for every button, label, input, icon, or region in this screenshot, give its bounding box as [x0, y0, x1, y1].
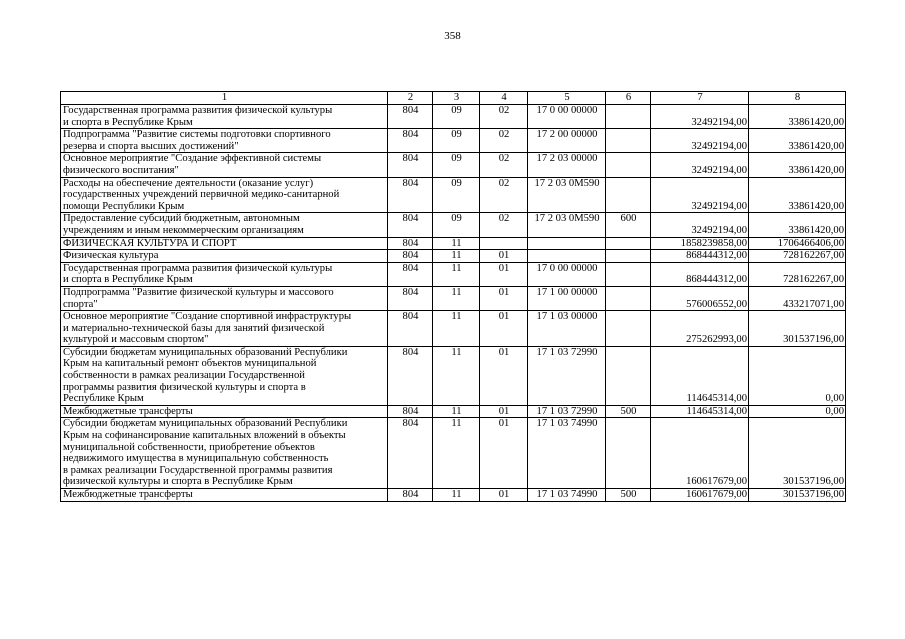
amount-year2-cell: 33861420,00 — [749, 105, 846, 129]
expense-type-cell — [606, 129, 651, 153]
amount-year2-cell: 0,00 — [749, 405, 846, 418]
table-row — [61, 418, 846, 489]
target-article-cell: 17 1 03 74990 — [528, 489, 606, 502]
subsection-code-cell: 01 — [480, 262, 528, 286]
amount-year2-cell: 728162267,00 — [749, 250, 846, 263]
amount-year1-cell: 32492194,00 — [651, 153, 749, 177]
target-article-cell: 17 2 00 00000 — [528, 129, 606, 153]
table-row — [61, 286, 846, 310]
ministry-code-cell: 804 — [388, 237, 433, 250]
table-row — [61, 262, 846, 286]
target-article-cell: 17 2 03 0М590 — [528, 177, 606, 213]
ministry-code-cell: 804 — [388, 129, 433, 153]
subsection-code-cell: 01 — [480, 311, 528, 347]
row-name-line: Субсидии бюджетам муниципальных образований Республики — [63, 346, 348, 358]
row-name-cell — [61, 489, 388, 502]
subsection-code-cell: 01 — [480, 286, 528, 310]
ministry-code-cell: 804 — [388, 153, 433, 177]
subsection-code-cell: 02 — [480, 153, 528, 177]
expense-type-cell — [606, 250, 651, 263]
section-code-cell: 11 — [433, 489, 480, 502]
subsection-code-cell: 01 — [480, 489, 528, 502]
header-cell: 3 — [433, 92, 480, 105]
row-name-line: культурой и массовым спортом" — [63, 334, 209, 346]
row-name-line: и спорта в Республике Крым — [63, 116, 193, 128]
header-cell: 6 — [606, 92, 651, 105]
section-code-cell: 09 — [433, 129, 480, 153]
table-body — [61, 105, 846, 502]
row-name-line: Основное мероприятие "Создание спортивной инфраструктуры — [63, 311, 352, 323]
row-name-cell — [61, 405, 388, 418]
row-name-line: Крым на софинансирование капитальных вложений в объекты — [63, 430, 346, 442]
amount-year1-cell: 275262993,00 — [651, 311, 749, 347]
page-number: 358 — [444, 30, 461, 42]
expense-type-cell: 600 — [606, 213, 651, 237]
ministry-code-cell: 804 — [388, 346, 433, 405]
table-row — [61, 311, 846, 347]
table-header-row — [61, 92, 846, 105]
target-article-cell: 17 1 03 72990 — [528, 405, 606, 418]
target-article-cell: 17 1 00 00000 — [528, 286, 606, 310]
section-code-cell: 11 — [433, 286, 480, 310]
amount-year2-cell: 301537196,00 — [749, 311, 846, 347]
table-row — [61, 237, 846, 250]
amount-year2-cell: 728162267,00 — [749, 262, 846, 286]
ministry-code-cell: 804 — [388, 405, 433, 418]
table-row — [61, 250, 846, 263]
subsection-code-cell — [480, 237, 528, 250]
amount-year2-cell: 0,00 — [749, 346, 846, 405]
header-cell: 2 — [388, 92, 433, 105]
row-name-cell — [61, 346, 388, 405]
row-name-line: Подпрограмма "Развитие физической культуры и массового — [63, 286, 334, 298]
expense-type-cell — [606, 237, 651, 250]
table-row — [61, 105, 846, 129]
subsection-code-cell: 02 — [480, 129, 528, 153]
amount-year2-cell: 1706466406,00 — [749, 237, 846, 250]
expense-type-cell — [606, 177, 651, 213]
row-name-line: муниципальной собственности, приобретение объектов — [63, 441, 315, 453]
section-code-cell: 11 — [433, 346, 480, 405]
section-code-cell: 11 — [433, 262, 480, 286]
amount-year2-cell: 33861420,00 — [749, 153, 846, 177]
row-name-line: Крым на капитальный ремонт объектов муниципальной — [63, 358, 317, 370]
ministry-code-cell: 804 — [388, 262, 433, 286]
row-name-line: физического воспитания" — [63, 164, 179, 176]
section-code-cell: 11 — [433, 418, 480, 489]
row-name-line: Государственная программа развития физической культуры — [63, 262, 333, 274]
row-name-line: ФИЗИЧЕСКАЯ КУЛЬТУРА И СПОРТ — [63, 237, 237, 249]
amount-year2-cell: 33861420,00 — [749, 213, 846, 237]
subsection-code-cell: 02 — [480, 177, 528, 213]
ministry-code-cell: 804 — [388, 213, 433, 237]
target-article-cell: 17 0 00 00000 — [528, 262, 606, 286]
amount-year1-cell: 114645314,00 — [651, 346, 749, 405]
header-cell: 5 — [528, 92, 606, 105]
amount-year2-cell: 433217071,00 — [749, 286, 846, 310]
expense-type-cell — [606, 262, 651, 286]
amount-year1-cell: 576006552,00 — [651, 286, 749, 310]
row-name-line: недвижимого имущества в муниципальную собственность — [63, 453, 329, 465]
amount-year2-cell: 301537196,00 — [749, 418, 846, 489]
row-name-line: спорта" — [63, 298, 98, 310]
row-name-line: Основное мероприятие "Создание эффективной системы — [63, 153, 322, 165]
row-name-line: и спорта в Республике Крым — [63, 274, 193, 286]
amount-year1-cell: 868444312,00 — [651, 250, 749, 263]
row-name-cell — [61, 418, 388, 489]
subsection-code-cell: 01 — [480, 405, 528, 418]
section-code-cell: 09 — [433, 105, 480, 129]
amount-year1-cell: 160617679,00 — [651, 418, 749, 489]
section-code-cell: 09 — [433, 213, 480, 237]
amount-year2-cell: 33861420,00 — [749, 177, 846, 213]
row-name-line: Подпрограмма "Развитие системы подготовки спортивного — [63, 129, 331, 141]
row-name-cell — [61, 262, 388, 286]
expense-type-cell — [606, 105, 651, 129]
section-code-cell: 09 — [433, 177, 480, 213]
row-name-cell — [61, 250, 388, 263]
row-name-cell — [61, 311, 388, 347]
target-article-cell: 17 0 00 00000 — [528, 105, 606, 129]
amount-year2-cell: 301537196,00 — [749, 489, 846, 502]
section-code-cell: 09 — [433, 153, 480, 177]
table-row — [61, 153, 846, 177]
row-name-line: Межбюджетные трансферты — [63, 489, 193, 500]
ministry-code-cell: 804 — [388, 286, 433, 310]
expense-type-cell — [606, 153, 651, 177]
amount-year1-cell: 868444312,00 — [651, 262, 749, 286]
subsection-code-cell: 02 — [480, 213, 528, 237]
amount-year1-cell: 32492194,00 — [651, 177, 749, 213]
row-name-line: собственности в рамках реализации Государственной — [63, 370, 305, 382]
row-name-cell — [61, 129, 388, 153]
section-code-cell: 11 — [433, 311, 480, 347]
ministry-code-cell: 804 — [388, 250, 433, 263]
target-article-cell: 17 1 03 00000 — [528, 311, 606, 347]
row-name-cell — [61, 213, 388, 237]
ministry-code-cell: 804 — [388, 105, 433, 129]
ministry-code-cell: 804 — [388, 177, 433, 213]
target-article-cell: 17 2 03 0М590 — [528, 213, 606, 237]
section-code-cell: 11 — [433, 237, 480, 250]
target-article-cell: 17 2 03 00000 — [528, 153, 606, 177]
table-row — [61, 177, 846, 213]
row-name-line: Государственная программа развития физической культуры — [63, 105, 333, 116]
amount-year1-cell: 32492194,00 — [651, 105, 749, 129]
table-row — [61, 346, 846, 405]
section-code-cell: 11 — [433, 250, 480, 263]
row-name-cell — [61, 105, 388, 129]
row-name-line: учреждениям и иным некоммерческим организациям — [63, 224, 304, 236]
row-name-line: Предоставление субсидий бюджетным, автономным — [63, 213, 300, 225]
table-row — [61, 405, 846, 418]
target-article-cell — [528, 237, 606, 250]
amount-year1-cell: 114645314,00 — [651, 405, 749, 418]
row-name-line: Межбюджетные трансферты — [63, 405, 193, 417]
row-name-line: Республике Крым — [63, 393, 144, 405]
row-name-line: Физическая культура — [63, 250, 159, 262]
ministry-code-cell: 804 — [388, 489, 433, 502]
header-cell: 8 — [749, 92, 846, 105]
subsection-code-cell: 01 — [480, 250, 528, 263]
row-name-cell — [61, 237, 388, 250]
row-name-line: и материально-технической базы для занятий физической — [63, 322, 325, 334]
header-cell: 7 — [651, 92, 749, 105]
ministry-code-cell: 804 — [388, 418, 433, 489]
amount-year1-cell: 1858239858,00 — [651, 237, 749, 250]
expense-type-cell: 500 — [606, 405, 651, 418]
row-name-line: государственных учреждений первичной медико-санитарной — [63, 189, 340, 201]
subsection-code-cell: 02 — [480, 105, 528, 129]
amount-year1-cell: 32492194,00 — [651, 129, 749, 153]
row-name-line: программы развития физической культуры и спорта в — [63, 381, 306, 393]
table-row — [61, 213, 846, 237]
expense-type-cell — [606, 311, 651, 347]
subsection-code-cell: 01 — [480, 418, 528, 489]
header-cell: 4 — [480, 92, 528, 105]
ministry-code-cell: 804 — [388, 311, 433, 347]
budget-table — [60, 91, 846, 502]
expense-type-cell — [606, 286, 651, 310]
amount-year2-cell: 33861420,00 — [749, 129, 846, 153]
row-name-line: физической культуры и спорта в Республике Крым — [63, 476, 293, 488]
target-article-cell: 17 1 03 74990 — [528, 418, 606, 489]
expense-type-cell: 500 — [606, 489, 651, 502]
row-name-line: Субсидии бюджетам муниципальных образований Республики — [63, 418, 348, 430]
expense-type-cell — [606, 418, 651, 489]
row-name-cell — [61, 286, 388, 310]
amount-year1-cell: 32492194,00 — [651, 213, 749, 237]
table-row — [61, 489, 846, 502]
row-name-cell — [61, 153, 388, 177]
expense-type-cell — [606, 346, 651, 405]
row-name-line: Расходы на обеспечение деятельности (оказание услуг) — [63, 177, 314, 189]
target-article-cell: 17 1 03 72990 — [528, 346, 606, 405]
section-code-cell: 11 — [433, 405, 480, 418]
row-name-line: резерва и спорта высших достижений" — [63, 140, 239, 152]
row-name-line: помощи Республики Крым — [63, 200, 185, 212]
table-row — [61, 129, 846, 153]
amount-year1-cell: 160617679,00 — [651, 489, 749, 502]
subsection-code-cell: 01 — [480, 346, 528, 405]
header-cell: 1 — [61, 92, 388, 105]
target-article-cell — [528, 250, 606, 263]
row-name-cell — [61, 177, 388, 213]
row-name-line: в рамках реализации Государственной программы развития — [63, 464, 333, 476]
